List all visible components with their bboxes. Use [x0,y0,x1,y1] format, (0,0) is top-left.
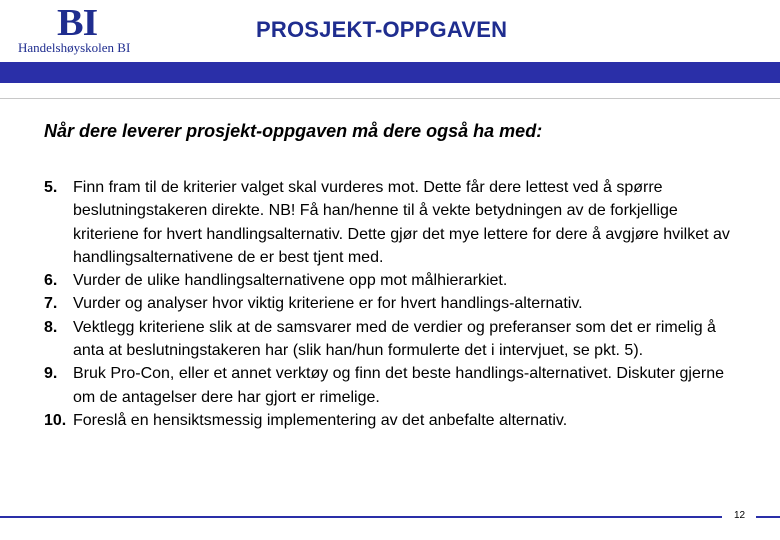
item-text: Bruk Pro-Con, eller et annet verktøy og finn det beste handlings-alternativet. Diskuter gjerne om de antagelser dere har gjort er rimelige. [73,365,724,406]
item-number: 8. [44,318,58,336]
item-number: 7. [44,295,58,313]
page-number: 12 [734,510,746,521]
slide-subtitle: Når dere leverer prosjekt-oppgaven må dere også ha med: [44,121,543,141]
list-item [44,269,744,292]
item-number: 5. [44,179,58,196]
item-number: 10. [44,411,67,429]
item-number: 6. [44,272,58,290]
list-item [44,362,744,409]
header-divider [0,98,780,99]
footer-divider-right [756,516,780,518]
page-title: PROSJEKT-OPPGAVEN [256,17,508,42]
footer-divider [0,516,722,518]
item-text: Vurder de ulike handlingsalternativene opp mot målhierarkiet. [73,272,508,290]
list-item [44,176,744,269]
numbered-list [44,176,744,432]
list-item [44,292,744,315]
logo-text: Handelshøyskolen BI [18,40,131,55]
item-text: Finn fram til de kriterier valget skal vurderes mot. Dette får dere lettest ved å spørre beslutningstakeren direkte. NB! Få han/henne til å vekte betydningen av de forkjellige kriteriene for hvert handlingsalternativ. Dette gjør det mye lettere for dere å avgjøre hvilket av handlingsalternativene de er best tjent med. [73,179,730,266]
item-number: 9. [44,365,58,383]
bi-logo [18,4,148,56]
list-item [44,316,744,363]
item-text: Vektlegg kriteriene slik at de samsvarer med de verdier og preferanser som det er rimelig å anta at beslutningstakeren har (slik han/hun formulerte det i intervjuet, se pkt. 5). [73,318,716,360]
logo-mark: BI [57,2,98,44]
list-item [44,409,744,432]
item-text: Foreslå en hensiktsmessig implementering av det anbefalte alternativ. [73,411,568,429]
item-text: Vurder og analyser hvor viktig kriteriene er for hvert handlings-alternativ. [73,295,583,313]
header-band [0,62,780,83]
